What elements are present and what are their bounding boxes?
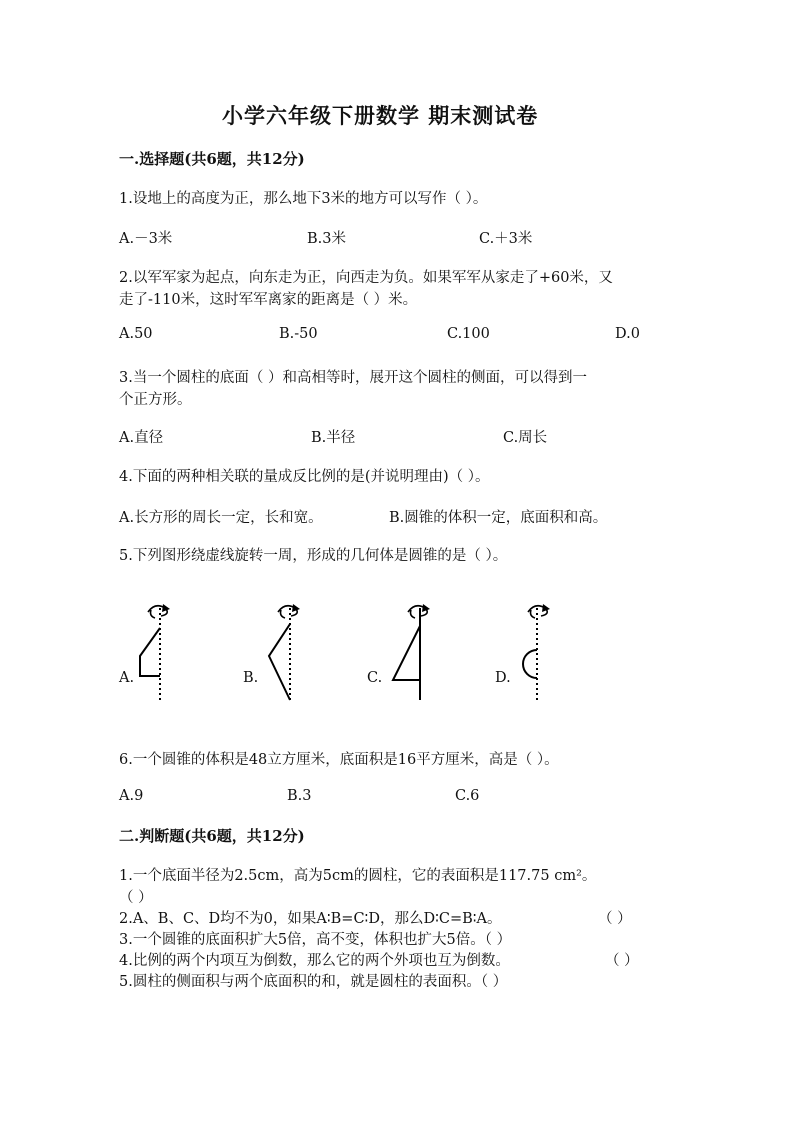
judgment-blank-1: （ ）: [119, 890, 153, 906]
judgment-item-5: 5.圆柱的侧面积与两个底面积的和，就是圆柱的表面积。（ ）: [119, 974, 508, 990]
judgment-blank-2: （ ）: [598, 911, 632, 927]
figure-c-right-triangle: [393, 602, 443, 702]
option-a: A.9: [119, 788, 144, 804]
judgment-item-4: 4.比例的两个内项互为倒数，那么它的两个外项也互为倒数。: [119, 953, 510, 969]
question-4: 4.下面的两种相关联的量成反比例的是(并说明理由)（ ）。: [119, 469, 490, 485]
page-title: 小学六年级下册数学 期末测试卷: [222, 103, 539, 128]
figure-label-b: B.: [243, 670, 259, 686]
option-a: A.－3米: [119, 231, 173, 247]
figure-a-trapezoid: [133, 602, 183, 702]
judgment-item-2: 2.A、B、C、D均不为0，如果A∶B=C∶D，那么D∶C=B∶A。: [119, 911, 502, 927]
option-c: C.100: [447, 326, 490, 342]
option-a: A.长方形的周长一定，长和宽。: [119, 510, 323, 526]
figure-d-semicircle: [513, 602, 563, 702]
figure-label-a: A.: [119, 670, 135, 686]
section-heading-judgment: 二.判断题(共6题，共12分): [119, 827, 305, 845]
option-a: A.直径: [119, 430, 164, 446]
judgment-item-1: 1.一个底面半径为2.5cm，高为5cm的圆柱，它的表面积是117.75 cm²。: [119, 868, 597, 884]
question-2-line-2: 走了-110米，这时军军离家的距离是（ ）米。: [119, 292, 418, 308]
question-5: 5.下列图形绕虚线旋转一周，形成的几何体是圆锥的是（ ）。: [119, 548, 508, 564]
figure-b-kite: [263, 602, 313, 702]
option-d: D.0: [615, 326, 640, 342]
section-heading-choice: 一.选择题(共6题，共12分): [119, 150, 305, 168]
question-3-line-1: 3.当一个圆柱的底面（ ）和高相等时，展开这个圆柱的侧面，可以得到一: [119, 370, 587, 386]
option-a: A.50: [119, 326, 153, 342]
judgment-item-3: 3.一个圆锥的底面积扩大5倍，高不变，体积也扩大5倍。（ ）: [119, 932, 512, 948]
figure-label-d: D.: [495, 670, 511, 686]
option-b: B.-50: [279, 326, 318, 342]
question-2-line-1: 2.以军军家为起点，向东走为正，向西走为负。如果军军从家走了+60米，又: [119, 270, 613, 286]
question-6: 6.一个圆锥的体积是48立方厘米，底面积是16平方厘米，高是（ ）。: [119, 752, 559, 768]
option-b: B.圆锥的体积一定，底面积和高。: [389, 510, 608, 526]
judgment-blank-4: （ ）: [605, 953, 639, 969]
option-b: B.半径: [311, 430, 356, 446]
option-c: C.周长: [503, 430, 548, 446]
option-b: B.3米: [307, 231, 346, 247]
option-b: B.3: [287, 788, 312, 804]
option-c: C.＋3米: [479, 231, 533, 247]
question-1: 1.设地上的高度为正，那么地下3米的地方可以写作（ ）。: [119, 191, 488, 207]
figure-label-c: C.: [367, 670, 383, 686]
question-3-line-2: 个正方形。: [119, 392, 192, 408]
option-c: C.6: [455, 788, 480, 804]
